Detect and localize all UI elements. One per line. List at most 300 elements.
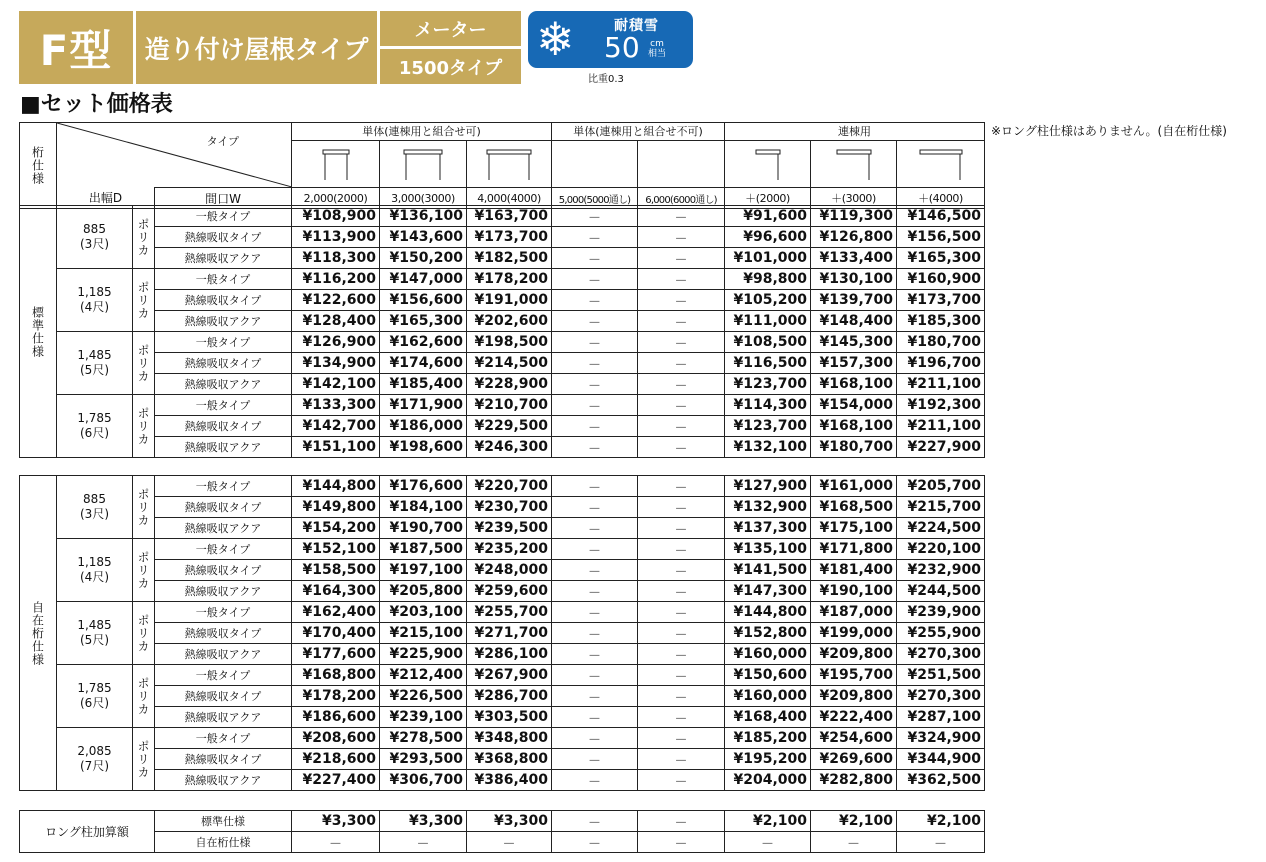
price-cell: ¥222,400 bbox=[811, 707, 897, 728]
price-cell: ¥278,500 bbox=[380, 728, 467, 749]
price-cell: － bbox=[552, 437, 638, 458]
price-cell: ¥208,600 bbox=[292, 728, 380, 749]
price-cell: ¥170,400 bbox=[292, 623, 380, 644]
table-row bbox=[20, 832, 985, 853]
type-cell: 標準仕様 bbox=[155, 811, 292, 832]
type-cell: 熱線吸収アクア bbox=[155, 311, 292, 332]
beam-icon bbox=[292, 140, 380, 187]
price-cell: ¥199,000 bbox=[811, 623, 897, 644]
price-cell: ¥214,500 bbox=[467, 353, 552, 374]
price-cell: ¥163,700 bbox=[467, 206, 552, 227]
price-cell: － bbox=[292, 832, 380, 853]
type-cell: 熱線吸収アクア bbox=[155, 707, 292, 728]
depth-cell: 1,185 (4尺) bbox=[57, 269, 133, 332]
table-row bbox=[20, 476, 985, 497]
price-cell: ¥3,300 bbox=[292, 811, 380, 832]
price-cell: ¥126,900 bbox=[292, 332, 380, 353]
price-cell: － bbox=[897, 832, 985, 853]
price-cell: ¥160,900 bbox=[897, 269, 985, 290]
price-cell: ¥186,000 bbox=[380, 416, 467, 437]
price-cell: ¥185,400 bbox=[380, 374, 467, 395]
snow-load-value: 50 bbox=[604, 31, 640, 64]
price-cell: ¥127,900 bbox=[725, 476, 811, 497]
type-cell: 熱線吸収アクア bbox=[155, 581, 292, 602]
price-cell: － bbox=[552, 749, 638, 770]
type-cell: 熱線吸収アクア bbox=[155, 248, 292, 269]
price-cell: ¥185,300 bbox=[897, 311, 985, 332]
price-cell: ¥235,200 bbox=[467, 539, 552, 560]
price-cell: ¥130,100 bbox=[811, 269, 897, 290]
price-cell: ¥146,500 bbox=[897, 206, 985, 227]
price-cell: ¥230,700 bbox=[467, 497, 552, 518]
price-cell: ¥116,500 bbox=[725, 353, 811, 374]
price-cell: － bbox=[638, 770, 725, 791]
model-label: F型 bbox=[19, 11, 133, 84]
type-cell: 熱線吸収アクア bbox=[155, 518, 292, 539]
table-row bbox=[20, 206, 985, 227]
price-cell: ¥197,100 bbox=[380, 560, 467, 581]
price-cell: ¥195,200 bbox=[725, 749, 811, 770]
material-cell: ポリカ bbox=[133, 269, 155, 332]
depth-header: 出幅D bbox=[57, 188, 155, 209]
group-linked: 連棟用 bbox=[725, 123, 985, 141]
price-cell: ¥185,200 bbox=[725, 728, 811, 749]
table-row bbox=[20, 728, 985, 749]
price-cell: ¥186,600 bbox=[292, 707, 380, 728]
price-cell: ¥187,500 bbox=[380, 539, 467, 560]
price-cell: ¥122,600 bbox=[292, 290, 380, 311]
price-cell: － bbox=[552, 206, 638, 227]
price-cell: ¥229,500 bbox=[467, 416, 552, 437]
price-cell: － bbox=[638, 728, 725, 749]
price-cell: － bbox=[552, 832, 638, 853]
table-row bbox=[20, 811, 985, 832]
snowflake-icon: ❄ bbox=[536, 12, 575, 66]
price-cell: ¥150,600 bbox=[725, 665, 811, 686]
table-row bbox=[20, 665, 985, 686]
price-cell: ¥165,300 bbox=[897, 248, 985, 269]
material-cell: ポリカ bbox=[133, 665, 155, 728]
price-cell: － bbox=[638, 290, 725, 311]
depth-cell: 1,785 (6尺) bbox=[57, 395, 133, 458]
price-cell: ¥135,100 bbox=[725, 539, 811, 560]
price-cell: ¥215,700 bbox=[897, 497, 985, 518]
price-cell: － bbox=[638, 248, 725, 269]
table-row bbox=[20, 623, 985, 644]
price-cell: ¥178,200 bbox=[292, 686, 380, 707]
beam-icon bbox=[467, 140, 552, 187]
price-cell: ¥225,900 bbox=[380, 644, 467, 665]
price-cell: － bbox=[638, 311, 725, 332]
price-cell: ¥386,400 bbox=[467, 770, 552, 791]
snow-load-label: 耐積雪 bbox=[614, 18, 659, 34]
price-cell: － bbox=[552, 518, 638, 539]
snow-load-badge bbox=[528, 11, 693, 68]
price-cell: － bbox=[638, 539, 725, 560]
price-cell: ¥181,400 bbox=[811, 560, 897, 581]
price-cell: － bbox=[552, 770, 638, 791]
price-cell: ¥132,100 bbox=[725, 437, 811, 458]
price-cell: － bbox=[638, 665, 725, 686]
col-header: ＋(2000) bbox=[725, 188, 811, 209]
type-cell: 一般タイプ bbox=[155, 602, 292, 623]
table-row bbox=[20, 644, 985, 665]
price-cell: ¥251,500 bbox=[897, 665, 985, 686]
long-post-note: ※ロング柱仕様はありません。(自在桁仕様) bbox=[991, 124, 1227, 138]
price-cell: ¥177,600 bbox=[292, 644, 380, 665]
price-cell: － bbox=[552, 707, 638, 728]
price-cell: ¥152,800 bbox=[725, 623, 811, 644]
price-cell: ¥134,900 bbox=[292, 353, 380, 374]
table-row bbox=[20, 518, 985, 539]
spec-header: 桁仕様 bbox=[20, 123, 57, 209]
price-cell: ¥151,100 bbox=[292, 437, 380, 458]
price-cell: ¥255,700 bbox=[467, 602, 552, 623]
price-cell: ¥133,300 bbox=[292, 395, 380, 416]
price-cell: － bbox=[552, 497, 638, 518]
type-cell: 熱線吸収アクア bbox=[155, 770, 292, 791]
price-cell: ¥198,500 bbox=[467, 332, 552, 353]
price-cell: ¥227,400 bbox=[292, 770, 380, 791]
price-cell: ¥152,100 bbox=[292, 539, 380, 560]
price-cell: － bbox=[638, 437, 725, 458]
price-cell: ¥205,700 bbox=[897, 476, 985, 497]
price-cell: ¥211,100 bbox=[897, 374, 985, 395]
type-cell: 熱線吸収タイプ bbox=[155, 290, 292, 311]
price-cell: ¥173,700 bbox=[897, 290, 985, 311]
type-cell: 熱線吸収タイプ bbox=[155, 416, 292, 437]
price-cell: ¥239,500 bbox=[467, 518, 552, 539]
price-cell: ¥142,700 bbox=[292, 416, 380, 437]
price-cell: ¥324,900 bbox=[897, 728, 985, 749]
price-cell: － bbox=[638, 560, 725, 581]
spec-label: 自在桁仕様 bbox=[20, 476, 57, 791]
depth-cell: 885 (3尺) bbox=[57, 206, 133, 269]
table-row bbox=[20, 269, 985, 290]
price-cell: ¥218,600 bbox=[292, 749, 380, 770]
price-cell: ¥148,400 bbox=[811, 311, 897, 332]
price-cell: － bbox=[552, 290, 638, 311]
price-cell: － bbox=[725, 832, 811, 853]
price-cell: ¥128,400 bbox=[292, 311, 380, 332]
price-cell: ¥203,100 bbox=[380, 602, 467, 623]
price-cell: ¥175,100 bbox=[811, 518, 897, 539]
depth-cell: 1,485 (5尺) bbox=[57, 332, 133, 395]
price-cell: ¥105,200 bbox=[725, 290, 811, 311]
price-cell: ¥254,600 bbox=[811, 728, 897, 749]
price-cell: ¥303,500 bbox=[467, 707, 552, 728]
price-cell: ¥205,800 bbox=[380, 581, 467, 602]
price-cell: ¥136,100 bbox=[380, 206, 467, 227]
price-cell: ¥101,000 bbox=[725, 248, 811, 269]
price-cell: ¥244,500 bbox=[897, 581, 985, 602]
price-cell: ¥116,200 bbox=[292, 269, 380, 290]
price-cell: ¥204,000 bbox=[725, 770, 811, 791]
price-cell: － bbox=[638, 206, 725, 227]
col-header: 5,000(5000通し) bbox=[552, 188, 638, 209]
price-cell: － bbox=[638, 623, 725, 644]
price-cell: ¥150,200 bbox=[380, 248, 467, 269]
price-cell: ¥154,000 bbox=[811, 395, 897, 416]
depth-cell: 1,185 (4尺) bbox=[57, 539, 133, 602]
price-cell: ¥168,400 bbox=[725, 707, 811, 728]
price-cell: ¥196,700 bbox=[897, 353, 985, 374]
price-cell: － bbox=[638, 416, 725, 437]
price-cell: ¥168,100 bbox=[811, 416, 897, 437]
price-cell: ¥178,200 bbox=[467, 269, 552, 290]
price-cell: － bbox=[552, 269, 638, 290]
price-cell: ¥139,700 bbox=[811, 290, 897, 311]
price-cell: ¥293,500 bbox=[380, 749, 467, 770]
price-cell: － bbox=[552, 665, 638, 686]
table-row bbox=[20, 416, 985, 437]
beam-icon bbox=[380, 140, 467, 187]
price-cell: ¥239,100 bbox=[380, 707, 467, 728]
table-row bbox=[20, 248, 985, 269]
price-cell: ¥210,700 bbox=[467, 395, 552, 416]
price-cell: ¥162,600 bbox=[380, 332, 467, 353]
roof-type-label: 造り付け屋根タイプ bbox=[136, 11, 377, 84]
price-cell: ¥192,300 bbox=[897, 395, 985, 416]
price-cell: ¥190,700 bbox=[380, 518, 467, 539]
price-cell: ¥171,800 bbox=[811, 539, 897, 560]
type-cell: 自在桁仕様 bbox=[155, 832, 292, 853]
beam-icon bbox=[811, 140, 897, 187]
table-row bbox=[20, 290, 985, 311]
price-cell: ¥368,800 bbox=[467, 749, 552, 770]
price-cell: ¥287,100 bbox=[897, 707, 985, 728]
table-row bbox=[20, 707, 985, 728]
price-cell: ¥108,900 bbox=[292, 206, 380, 227]
table-row bbox=[20, 374, 985, 395]
price-cell: － bbox=[552, 227, 638, 248]
depth-cell: 1,785 (6尺) bbox=[57, 665, 133, 728]
table-row bbox=[20, 437, 985, 458]
type-cell: 一般タイプ bbox=[155, 395, 292, 416]
beam-icon bbox=[725, 140, 811, 187]
price-cell: ¥132,900 bbox=[725, 497, 811, 518]
price-cell: － bbox=[638, 811, 725, 832]
col-header: 4,000(4000) bbox=[467, 188, 552, 209]
width-header: 間口W bbox=[155, 188, 292, 209]
price-cell: ¥171,900 bbox=[380, 395, 467, 416]
price-cell: ¥184,100 bbox=[380, 497, 467, 518]
price-cell: ¥227,900 bbox=[897, 437, 985, 458]
table-row bbox=[20, 581, 985, 602]
price-cell: ¥286,100 bbox=[467, 644, 552, 665]
price-cell: － bbox=[552, 416, 638, 437]
price-cell: － bbox=[552, 332, 638, 353]
price-cell: ¥3,300 bbox=[467, 811, 552, 832]
price-cell: ¥344,900 bbox=[897, 749, 985, 770]
long-post-table bbox=[19, 810, 985, 853]
spec-label: 標準仕様 bbox=[20, 206, 57, 458]
price-cell: ¥165,300 bbox=[380, 311, 467, 332]
price-cell: － bbox=[638, 644, 725, 665]
price-cell: ¥123,700 bbox=[725, 416, 811, 437]
group-single-ng: 単体(連棟用と組合せ不可) bbox=[552, 123, 725, 141]
price-cell: － bbox=[638, 602, 725, 623]
table-row bbox=[20, 539, 985, 560]
price-cell: ¥114,300 bbox=[725, 395, 811, 416]
price-cell: ¥246,300 bbox=[467, 437, 552, 458]
price-cell: ¥198,600 bbox=[380, 437, 467, 458]
price-cell: ¥270,300 bbox=[897, 644, 985, 665]
price-cell: － bbox=[638, 269, 725, 290]
price-cell: ¥156,500 bbox=[897, 227, 985, 248]
price-cell: ¥144,800 bbox=[292, 476, 380, 497]
price-cell: ¥160,000 bbox=[725, 644, 811, 665]
price-cell: ¥98,800 bbox=[725, 269, 811, 290]
diagonal-line bbox=[57, 123, 292, 187]
price-cell: － bbox=[552, 728, 638, 749]
material-cell: ポリカ bbox=[133, 332, 155, 395]
material-cell: ポリカ bbox=[133, 476, 155, 539]
type-cell: 熱線吸収アクア bbox=[155, 437, 292, 458]
type-cell: 熱線吸収タイプ bbox=[155, 497, 292, 518]
price-cell: ¥3,300 bbox=[380, 811, 467, 832]
type-cell: 一般タイプ bbox=[155, 665, 292, 686]
price-cell: ¥168,800 bbox=[292, 665, 380, 686]
price-cell: ¥126,800 bbox=[811, 227, 897, 248]
price-cell: ¥212,400 bbox=[380, 665, 467, 686]
unit-label: メーター bbox=[380, 11, 521, 46]
material-cell: ポリカ bbox=[133, 728, 155, 791]
type-cell: 熱線吸収アクア bbox=[155, 644, 292, 665]
price-cell: － bbox=[638, 332, 725, 353]
price-cell: － bbox=[552, 560, 638, 581]
table-row bbox=[20, 332, 985, 353]
price-cell: ¥209,800 bbox=[811, 686, 897, 707]
price-cell: ¥191,000 bbox=[467, 290, 552, 311]
table-row bbox=[20, 686, 985, 707]
price-cell: ¥174,600 bbox=[380, 353, 467, 374]
price-cell: ¥147,300 bbox=[725, 581, 811, 602]
type-cell: 熱線吸収アクア bbox=[155, 374, 292, 395]
price-cell: － bbox=[552, 374, 638, 395]
price-cell: ¥267,900 bbox=[467, 665, 552, 686]
beam-icon bbox=[897, 140, 985, 187]
price-cell: － bbox=[638, 518, 725, 539]
price-cell: ¥180,700 bbox=[811, 437, 897, 458]
snow-load-unit: cm 相当 bbox=[648, 39, 667, 59]
table-row bbox=[20, 353, 985, 374]
price-cell: ¥111,000 bbox=[725, 311, 811, 332]
price-cell: ¥158,500 bbox=[292, 560, 380, 581]
price-cell: ¥162,400 bbox=[292, 602, 380, 623]
price-cell: － bbox=[638, 374, 725, 395]
price-cell: － bbox=[638, 749, 725, 770]
price-cell: － bbox=[638, 832, 725, 853]
price-cell: ¥180,700 bbox=[897, 332, 985, 353]
col-header: ＋(3000) bbox=[811, 188, 897, 209]
price-cell: ¥306,700 bbox=[380, 770, 467, 791]
price-cell: ¥2,100 bbox=[811, 811, 897, 832]
price-cell: ¥248,000 bbox=[467, 560, 552, 581]
price-cell: ¥157,300 bbox=[811, 353, 897, 374]
price-cell: － bbox=[638, 686, 725, 707]
price-cell: ¥195,700 bbox=[811, 665, 897, 686]
price-cell: － bbox=[552, 476, 638, 497]
price-table-header bbox=[19, 122, 985, 209]
price-cell: － bbox=[552, 686, 638, 707]
type-cell: 一般タイプ bbox=[155, 728, 292, 749]
price-cell: ¥362,500 bbox=[897, 770, 985, 791]
type-cell: 一般タイプ bbox=[155, 206, 292, 227]
price-cell: － bbox=[552, 353, 638, 374]
price-cell: ¥141,500 bbox=[725, 560, 811, 581]
price-cell: ¥142,100 bbox=[292, 374, 380, 395]
table-row bbox=[20, 311, 985, 332]
price-cell: ¥160,000 bbox=[725, 686, 811, 707]
price-cell: ¥119,300 bbox=[811, 206, 897, 227]
table-row bbox=[20, 497, 985, 518]
type-cell: 一般タイプ bbox=[155, 476, 292, 497]
price-cell: － bbox=[811, 832, 897, 853]
size-type-label: 1500タイプ bbox=[380, 49, 521, 84]
price-cell: ¥228,900 bbox=[467, 374, 552, 395]
price-cell: ¥144,800 bbox=[725, 602, 811, 623]
price-cell: － bbox=[638, 227, 725, 248]
price-cell: ¥118,300 bbox=[292, 248, 380, 269]
col-header: 3,000(3000) bbox=[380, 188, 467, 209]
price-cell: ¥154,200 bbox=[292, 518, 380, 539]
price-cell: ¥149,800 bbox=[292, 497, 380, 518]
type-cell: 熱線吸収タイプ bbox=[155, 353, 292, 374]
price-cell: ¥156,600 bbox=[380, 290, 467, 311]
price-cell: － bbox=[552, 644, 638, 665]
type-cell: 熱線吸収タイプ bbox=[155, 560, 292, 581]
price-cell: － bbox=[552, 395, 638, 416]
price-cell: － bbox=[467, 832, 552, 853]
price-cell: － bbox=[552, 623, 638, 644]
price-cell: － bbox=[638, 497, 725, 518]
price-cell: － bbox=[552, 311, 638, 332]
price-cell: ¥91,600 bbox=[725, 206, 811, 227]
depth-cell: 1,485 (5尺) bbox=[57, 602, 133, 665]
price-cell: － bbox=[552, 248, 638, 269]
price-cell: ¥211,100 bbox=[897, 416, 985, 437]
price-cell: ¥182,500 bbox=[467, 248, 552, 269]
price-cell: ¥108,500 bbox=[725, 332, 811, 353]
material-cell: ポリカ bbox=[133, 602, 155, 665]
type-cell: 一般タイプ bbox=[155, 332, 292, 353]
price-cell: ¥133,400 bbox=[811, 248, 897, 269]
price-cell: ¥220,100 bbox=[897, 539, 985, 560]
price-cell: ¥224,500 bbox=[897, 518, 985, 539]
price-cell: ¥226,500 bbox=[380, 686, 467, 707]
price-cell: － bbox=[638, 353, 725, 374]
price-cell: － bbox=[552, 811, 638, 832]
price-cell: ¥271,700 bbox=[467, 623, 552, 644]
type-cell: 熱線吸収タイプ bbox=[155, 227, 292, 248]
table-row bbox=[20, 395, 985, 416]
price-cell: ¥145,300 bbox=[811, 332, 897, 353]
standard-spec-table bbox=[19, 205, 985, 458]
col-header: 2,000(2000) bbox=[292, 188, 380, 209]
price-cell: － bbox=[638, 581, 725, 602]
price-cell: ¥239,900 bbox=[897, 602, 985, 623]
price-cell: ¥232,900 bbox=[897, 560, 985, 581]
price-cell: ¥187,000 bbox=[811, 602, 897, 623]
gravity-note: 比重0.3 bbox=[588, 74, 624, 85]
price-cell: － bbox=[638, 707, 725, 728]
price-cell: ¥147,000 bbox=[380, 269, 467, 290]
type-cell: 熱線吸収タイプ bbox=[155, 686, 292, 707]
price-cell: ¥2,100 bbox=[725, 811, 811, 832]
price-cell: － bbox=[638, 476, 725, 497]
page-title: ■セット価格表 bbox=[20, 92, 173, 117]
